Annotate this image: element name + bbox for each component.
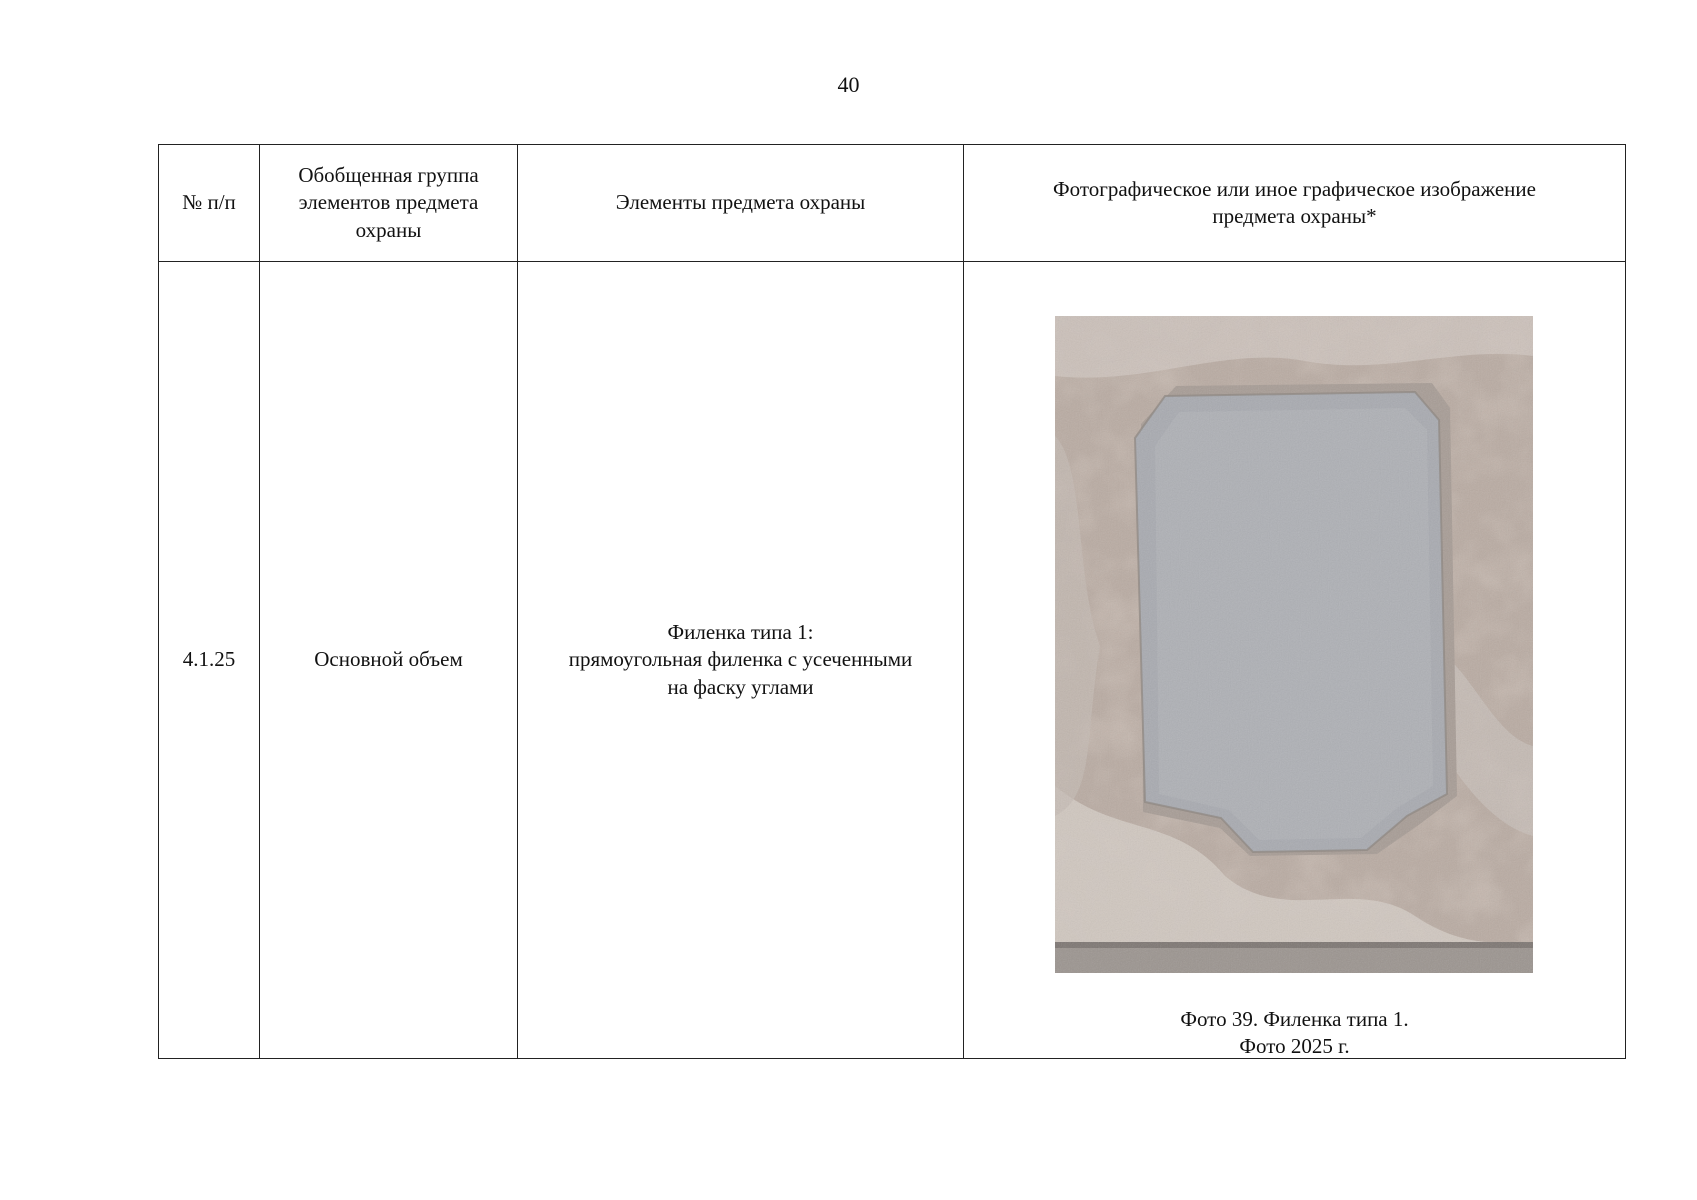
photo-caption: Фото 39. Филенка типа 1. Фото 2025 г. [1180,1007,1409,1059]
table-header-row [159,145,1626,262]
header-group: Обобщенная группа элементов предмета охраны [260,145,518,262]
page-number: 40 [837,72,860,97]
table-row [159,262,1626,1059]
row-group: Основной объем [260,262,518,1059]
panel-photo [1055,316,1533,973]
row-number: 4.1.25 [159,262,260,1059]
protection-table [158,144,1626,1059]
row-photo-cell [964,262,1626,1059]
header-elements: Элементы предмета охраны [518,145,964,262]
row-element: Филенка типа 1: прямоугольная филенка с усеченными на фаску углами [518,262,964,1059]
header-number: № п/п [159,145,260,262]
header-image: Фотографическое или иное графическое изображение предмета охраны* [964,145,1626,262]
